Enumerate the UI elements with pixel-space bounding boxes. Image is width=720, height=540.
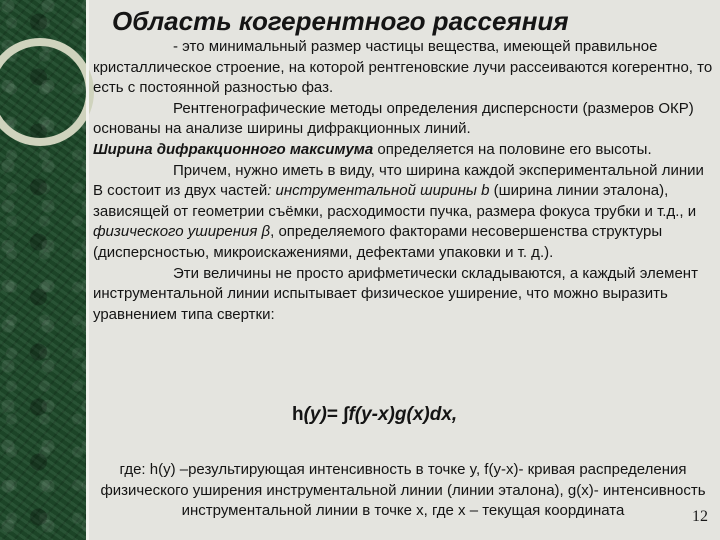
- slide-body: [93, 37, 713, 325]
- formula-explanation: где: h(y) –результирующая интенсивность в точке y, f(y-x)- кривая распределения физического уширения инструментальной линии (линии эталона), g(x)- интенсивность инструментальной линии в точке x, где x – текущая координата: [100, 461, 706, 520]
- components-a: Причем, нужно иметь в виду, что ширина каждой экспериментальной линии B состоит из двух частей: [93, 161, 704, 200]
- formula-integral: = ∫: [326, 404, 349, 425]
- formula-rhs: f(y-x)g(x)dx,: [348, 404, 458, 425]
- components-c: (ширина линии эталона), зависящей от геометрии съёмки, расходимости пучка, размера фокуса трубки и т.д., и: [93, 182, 697, 220]
- page-number: 12: [692, 508, 708, 525]
- formula-lhs-arg: (y): [303, 404, 327, 425]
- convolution-paragraph: Эти величины не просто арифметически складываются, а каждый элемент инструментальной линии испытывает физическое уширение, что можно выразить уравнением типа свертки:: [93, 264, 698, 323]
- width-paragraph: [93, 140, 713, 161]
- width-rest: определяется на половине его высоты.: [373, 140, 652, 158]
- formula-lhs: h: [292, 404, 304, 425]
- components-e: , определяемого факторами несовершенства структуры (дисперсностью, микроискажениями, дефектами упаковки и т. д.).: [93, 223, 663, 261]
- physical-broadening-term: физического уширения β: [93, 223, 271, 241]
- instrumental-width-term: : инструментальной ширины b: [267, 182, 490, 200]
- methods-paragraph: Рентгенографические методы определения дисперсности (размеров ОКР) основаны на анализе ширины дифракционных линий.: [93, 99, 694, 138]
- slide-title: Область когерентного рассеяния: [112, 6, 569, 36]
- convolution-formula: [292, 404, 457, 426]
- width-term: Ширина дифракционного максимума: [93, 140, 374, 158]
- components-paragraph: [93, 161, 713, 264]
- decorative-divider: [86, 0, 89, 540]
- definition-paragraph: - это минимальный размер частицы вещества, имеющей правильное кристаллическое строение, на которой рентгеновские лучи рассеиваются когерентно, то есть с постоянной разностью фаз.: [93, 38, 713, 97]
